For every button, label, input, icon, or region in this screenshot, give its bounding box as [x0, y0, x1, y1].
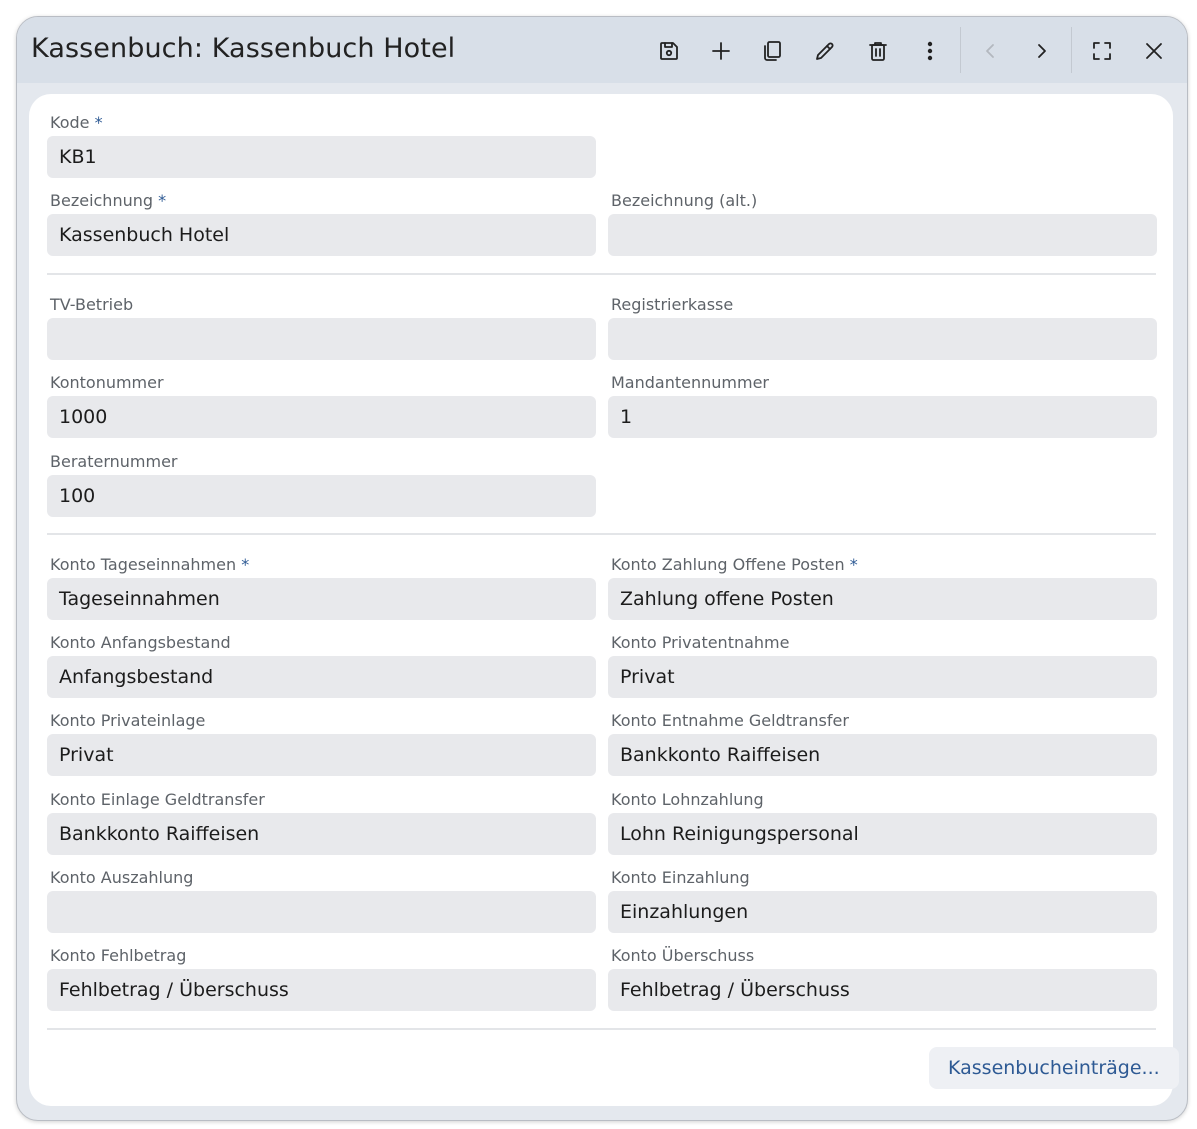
beraternummer-field: [47, 451, 596, 517]
copy-button[interactable]: [753, 31, 793, 71]
delete-icon: [866, 39, 890, 63]
previous-record-button[interactable]: [970, 31, 1010, 71]
konto-ueberschuss-label: Konto Überschuss: [611, 946, 755, 965]
konto-einlage-geldtransfer-input[interactable]: Bankkonto Raiffeisen: [47, 813, 596, 855]
konto-ueberschuss-field: [608, 945, 1157, 1011]
konto-tageseinnahmen-field: [47, 554, 596, 620]
save-button[interactable]: [649, 31, 689, 71]
mandantennummer-input[interactable]: 1: [608, 396, 1157, 438]
konto-lohnzahlung-label: Konto Lohnzahlung: [611, 790, 764, 809]
kassenbucheintraege-button[interactable]: Kassenbucheinträge...: [929, 1047, 1179, 1089]
registrierkasse-label: Registrierkasse: [611, 295, 734, 314]
tv-betrieb-label: TV-Betrieb: [50, 295, 134, 314]
konto-privatentnahme-field: [608, 632, 1157, 698]
konto-fehlbetrag-field: [47, 945, 596, 1011]
toolbar-separator: [960, 27, 961, 73]
tv-betrieb-input[interactable]: [47, 318, 596, 360]
add-button[interactable]: [701, 31, 741, 71]
konto-auszahlung-field: [47, 867, 596, 933]
konto-ueberschuss-input[interactable]: Fehlbetrag / Überschuss: [608, 969, 1157, 1011]
konto-lohnzahlung-input[interactable]: Lohn Reinigungspersonal: [608, 813, 1157, 855]
konto-einzahlung-input[interactable]: Einzahlungen: [608, 891, 1157, 933]
dialog-window: [16, 16, 1188, 1121]
add-icon: [709, 39, 733, 63]
tv-betrieb-field: [47, 294, 596, 360]
registrierkasse-input[interactable]: [608, 318, 1157, 360]
konto-entnahme-geldtransfer-input[interactable]: Bankkonto Raiffeisen: [608, 734, 1157, 776]
bezeichnung-input[interactable]: Kassenbuch Hotel: [47, 214, 596, 256]
konto-einzahlung-field: [608, 867, 1157, 933]
close-button[interactable]: [1134, 31, 1174, 71]
konto-privateinlage-field: [47, 710, 596, 776]
section-divider: [47, 533, 1156, 535]
konto-fehlbetrag-input[interactable]: Fehlbetrag / Überschuss: [47, 969, 596, 1011]
bezeichnung-alt-input[interactable]: [608, 214, 1157, 256]
konto-lohnzahlung-field: [608, 789, 1157, 855]
save-icon: [657, 39, 681, 63]
title-bar: [17, 17, 1187, 83]
konto-zahlung-offene-posten-label: Konto Zahlung Offene Posten *: [611, 555, 858, 574]
kode-field: [47, 112, 596, 178]
kode-label: Kode *: [50, 113, 103, 132]
konto-privateinlage-input[interactable]: Privat: [47, 734, 596, 776]
mandantennummer-field: [608, 372, 1157, 438]
kode-input[interactable]: KB1: [47, 136, 596, 178]
konto-anfangsbestand-field: [47, 632, 596, 698]
kontonummer-input[interactable]: 1000: [47, 396, 596, 438]
konto-privatentnahme-label: Konto Privatentnahme: [611, 633, 790, 652]
mandantennummer-label: Mandantennummer: [611, 373, 769, 392]
toolbar-separator: [1071, 27, 1072, 73]
more-vertical-icon: [918, 39, 942, 63]
konto-zahlung-offene-posten-field: [608, 554, 1157, 620]
konto-privateinlage-label: Konto Privateinlage: [50, 711, 206, 730]
bezeichnung-label: Bezeichnung *: [50, 191, 167, 210]
konto-einlage-geldtransfer-field: [47, 789, 596, 855]
konto-zahlung-offene-posten-input[interactable]: Zahlung offene Posten: [608, 578, 1157, 620]
registrierkasse-field: [608, 294, 1157, 360]
bezeichnung-alt-field: [608, 190, 1157, 256]
chevron-left-icon: [978, 39, 1002, 63]
close-icon: [1142, 39, 1166, 63]
beraternummer-label: Beraternummer: [50, 452, 178, 471]
konto-tageseinnahmen-label: Konto Tageseinnahmen *: [50, 555, 250, 574]
next-record-button[interactable]: [1022, 31, 1062, 71]
chevron-right-icon: [1030, 39, 1054, 63]
bezeichnung-alt-label: Bezeichnung (alt.): [611, 191, 758, 210]
beraternummer-input[interactable]: 100: [47, 475, 596, 517]
konto-tageseinnahmen-input[interactable]: Tageseinnahmen: [47, 578, 596, 620]
konto-auszahlung-label: Konto Auszahlung: [50, 868, 194, 887]
konto-anfangsbestand-input[interactable]: Anfangsbestand: [47, 656, 596, 698]
section-divider: [47, 1028, 1156, 1030]
kontonummer-label: Kontonummer: [50, 373, 164, 392]
edit-icon: [813, 39, 837, 63]
konto-einlage-geldtransfer-label: Konto Einlage Geldtransfer: [50, 790, 265, 809]
delete-button[interactable]: [858, 31, 898, 71]
konto-entnahme-geldtransfer-label: Konto Entnahme Geldtransfer: [611, 711, 849, 730]
konto-entnahme-geldtransfer-field: [608, 710, 1157, 776]
konto-anfangsbestand-label: Konto Anfangsbestand: [50, 633, 231, 652]
fullscreen-button[interactable]: [1082, 31, 1122, 71]
more-options-button[interactable]: [910, 31, 950, 71]
kontonummer-field: [47, 372, 596, 438]
konto-fehlbetrag-label: Konto Fehlbetrag: [50, 946, 187, 965]
bezeichnung-field: [47, 190, 596, 256]
fullscreen-icon: [1090, 39, 1114, 63]
konto-auszahlung-input[interactable]: [47, 891, 596, 933]
window-title: Kassenbuch: Kassenbuch Hotel: [31, 33, 456, 64]
edit-button[interactable]: [805, 31, 845, 71]
konto-einzahlung-label: Konto Einzahlung: [611, 868, 750, 887]
konto-privatentnahme-input[interactable]: Privat: [608, 656, 1157, 698]
form-panel: [29, 94, 1173, 1106]
section-divider: [47, 273, 1156, 275]
copy-icon: [761, 39, 785, 63]
